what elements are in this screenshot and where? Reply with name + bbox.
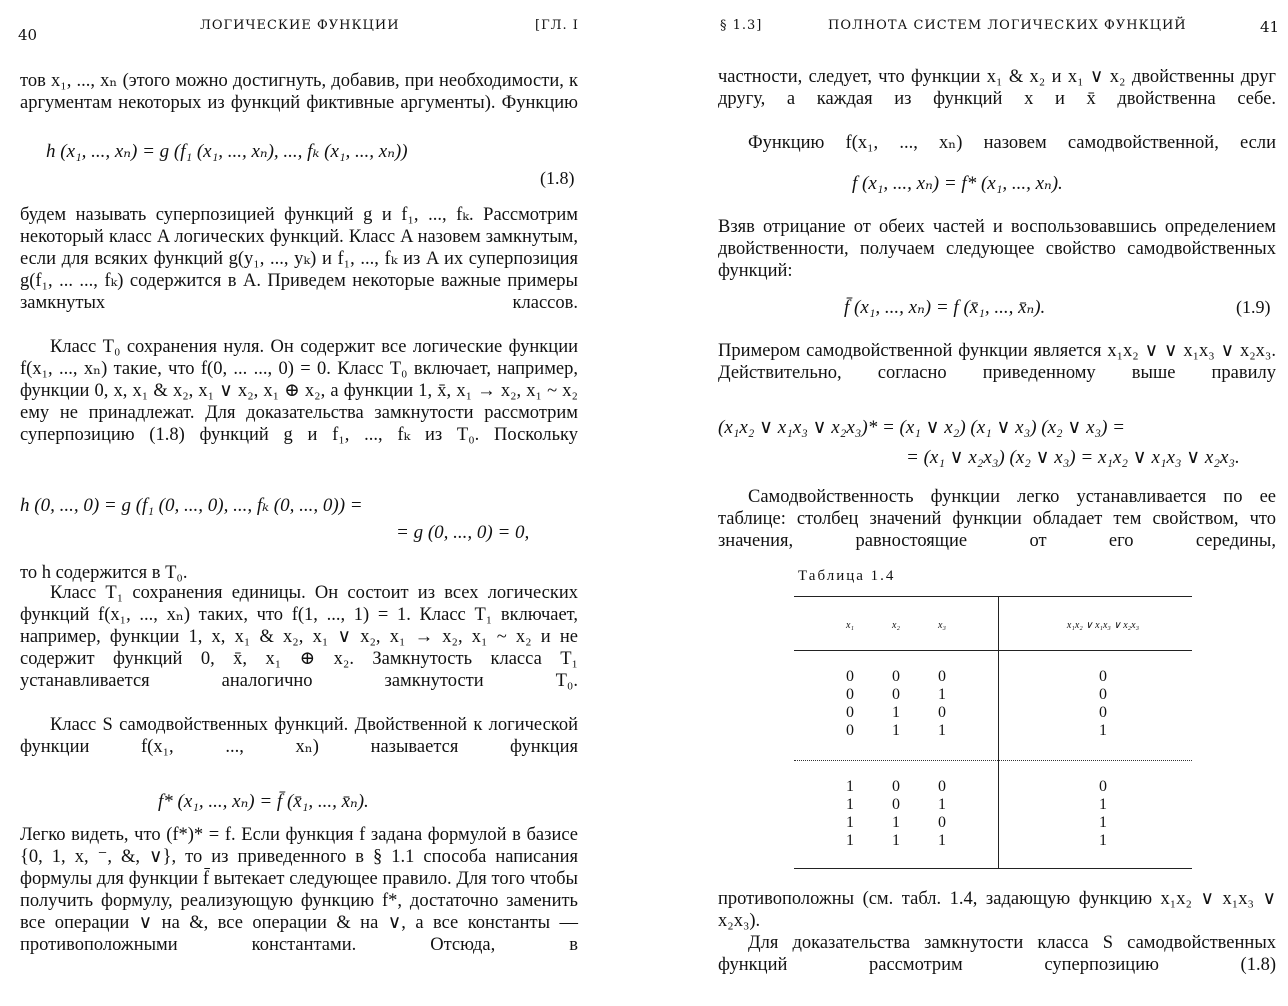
- table-cell: 0: [846, 722, 854, 739]
- table-cell: 1: [1099, 814, 1107, 831]
- formula-h-zero-line2: = g (0, ..., 0) = 0,: [396, 522, 530, 543]
- table-caption: Таблица 1.4: [798, 568, 896, 584]
- formula-1-8: h (x₁, ..., xₙ) = g (f₁ (x₁, ..., xₙ), ..., fₖ (x₁, ..., xₙ)): [46, 141, 408, 162]
- table-cell: 0: [892, 778, 900, 795]
- table-cell: 0: [938, 704, 946, 721]
- left-paragraph-2: будем называть суперпозицией функций g и f₁, ..., fₖ. Рассмотрим некоторый класс A логических функций. Класс A назовем замкнутым, если для всяких функций g(y₁, ..., yₖ) и f₁, ..., fₖ из A их суперпозиция g(f₁, ... ..., fₖ) содержится в A. Приведем некоторые важные примеры замкнутых классов.: [20, 205, 578, 313]
- table-cell: 1: [892, 704, 900, 721]
- page-number-right: 41: [1260, 18, 1280, 36]
- table-cell: 1: [892, 832, 900, 849]
- table-top-rule: [794, 596, 1192, 597]
- section-mark: § 1.3]: [720, 18, 763, 33]
- table-cell: 1: [938, 832, 946, 849]
- right-paragraph-4: Примером самодвойственной функции является x₁x₂ ∨ ∨ x₁x₃ ∨ x₂x₃. Действительно, согласно приведенному выше правилу: [718, 341, 1276, 383]
- formula-example-line1: (x₁x₂ ∨ x₁x₃ ∨ x₂x₃)* = (x₁ ∨ x₂) (x₁ ∨ x₃) (x₂ ∨ x₃) =: [718, 417, 1126, 438]
- left-paragraph-5: Класс T₁ сохранения единицы. Он состоит из всех логических функций f(x₁, ..., xₙ) таких, что f(1, ..., 1) = 1. Класс T₁ включает, например, функции 1, x, x₁ & x₂, x₁ ∨ x₂, x₁ → x₂, x₁ ~ x₂ и не содержит функций 0, x̄, x₁ ⊕ x₂. Замкнутость класса T₁ устанавливается аналогично замкнутости T₀.: [20, 583, 578, 691]
- formula-dual: f* (x₁, ..., xₙ) = f̄ (x̄₁, ..., x̄ₙ).: [158, 791, 369, 812]
- table-cell: 0: [938, 778, 946, 795]
- left-paragraph-4: то h содержится в T₀.: [20, 563, 188, 583]
- table-cell: 1: [1099, 832, 1107, 849]
- right-paragraph-5: Самодвойственность функции легко устанавливается по ее таблице: столбец значений функции обладает тем свойством, что значения, равностоящие от его середины,: [718, 487, 1276, 551]
- table-header-cell: x₁: [846, 620, 854, 631]
- table-header-rule: [794, 650, 1192, 651]
- table-cell: 0: [1099, 778, 1107, 795]
- table-header-cell: x₁x₂ ∨ x₁x₃ ∨ x₂x₃: [1066, 620, 1140, 631]
- right-page: [648, 0, 1288, 1006]
- right-paragraph-2: Функцию f(x₁, ..., xₙ) назовем самодвойственной, если: [748, 133, 1276, 153]
- table-cell: 1: [892, 814, 900, 831]
- table-middle-dotted-rule: [794, 760, 1192, 761]
- running-title-right: ПОЛНОТА СИСТЕМ ЛОГИЧЕСКИХ ФУНКЦИЙ: [828, 18, 1187, 33]
- table-cell: 1: [846, 796, 854, 813]
- table-cell: 0: [1099, 704, 1107, 721]
- table-cell: 0: [892, 668, 900, 685]
- table-vertical-rule: [998, 596, 999, 868]
- running-title-left: ЛОГИЧЕСКИЕ ФУНКЦИИ: [200, 18, 400, 33]
- table-cell: 1: [938, 686, 946, 703]
- table-cell: 1: [846, 814, 854, 831]
- formula-selfdual: f (x₁, ..., xₙ) = f* (x₁, ..., xₙ).: [852, 173, 1063, 194]
- right-paragraph-7: Для доказательства замкнутости класса S самодвойственных функций рассмотрим суперпозицию (1.8): [718, 933, 1276, 975]
- table-cell: 1: [846, 778, 854, 795]
- table-cell: 0: [846, 704, 854, 721]
- left-paragraph-6: Класс S самодвойственных функций. Двойственной к логической функции f(x₁, ..., xₙ) называется функция: [20, 715, 578, 757]
- right-paragraph-3: Взяв отрицание от обеих частей и воспользовавшись определением двойственности, получаем следующее свойство самодвойственных функций:: [718, 217, 1276, 281]
- formula-h-zero-line1: h (0, ..., 0) = g (f₁ (0, ..., 0), ..., fₖ (0, ..., 0)) =: [20, 495, 363, 516]
- table-cell: 1: [938, 722, 946, 739]
- table-cell: 1: [892, 722, 900, 739]
- chapter-mark: [ГЛ. I: [535, 18, 579, 33]
- page-number-left: 40: [18, 26, 38, 44]
- table-cell: 1: [1099, 796, 1107, 813]
- table-cell: 0: [846, 686, 854, 703]
- equation-number-1-8: (1.8): [540, 168, 575, 188]
- right-paragraph-1: частности, следует, что функции x₁ & x₂ и x₁ ∨ x₂ двойственны друг другу, а каждая из функций x и x̄ двойственна себе.: [718, 67, 1276, 109]
- table-header-cell: x₃: [938, 620, 946, 631]
- table-cell: 0: [938, 814, 946, 831]
- table-cell: 1: [938, 796, 946, 813]
- table-cell: 0: [892, 796, 900, 813]
- table-cell: 0: [892, 686, 900, 703]
- table-cell: 1: [846, 832, 854, 849]
- table-cell: 1: [1099, 722, 1107, 739]
- equation-number-1-9: (1.9): [1236, 297, 1271, 317]
- table-bottom-rule: [794, 868, 1192, 869]
- table-cell: 0: [938, 668, 946, 685]
- left-paragraph-7: Легко видеть, что (f*)* = f. Если функция f задана формулой в базисе {0, 1, x, ⁻, &, ∨}, то из приведенного в § 1.1 способа написания формулы для функции f̄ вытекает следующее правило. Для того чтобы получить формулу, реализующую функцию f*, достаточно заменить все операции ∨ на &, все операции & на ∨, а все константы — противоположными константами. Отсюда, в: [20, 825, 578, 955]
- table-cell: 0: [1099, 668, 1107, 685]
- formula-example-line2: = (x₁ ∨ x₂x₃) (x₂ ∨ x₃) = x₁x₂ ∨ x₁x₃ ∨ x₂x₃.: [906, 447, 1240, 468]
- table-cell: 0: [846, 668, 854, 685]
- left-paragraph-1: тов x₁, ..., xₙ (этого можно достигнуть, добавив, при необходимости, к аргументам некоторых из функций фиктивные аргументы). Функцию: [20, 71, 578, 113]
- left-paragraph-3: Класс T₀ сохранения нуля. Он содержит все логические функции f(x₁, ..., xₙ) такие, что f(0, ... ..., 0) = 0. Класс T₀ включает, например, функции 0, x, x₁ & x₂, x₁ ∨ x₂, x₁ ⊕ x₂, а функции 1, x̄, x₁ → x₂, x₁ ~ x₂ ему не принадлежат. Для доказательства замкнутости рассмотрим суперпозицию (1.8) функций g и f₁, ..., fₖ из T₀. Поскольку: [20, 337, 578, 445]
- table-cell: 0: [1099, 686, 1107, 703]
- right-paragraph-6: противоположны (см. табл. 1.4, задающую функцию x₁x₂ ∨ x₁x₃ ∨ x₂x₃).: [718, 889, 1276, 931]
- table-header-cell: x₂: [892, 620, 900, 631]
- formula-1-9: f̄ (x₁, ..., xₙ) = f (x̄₁, ..., x̄ₙ).: [844, 297, 1046, 318]
- left-page: [0, 0, 640, 1006]
